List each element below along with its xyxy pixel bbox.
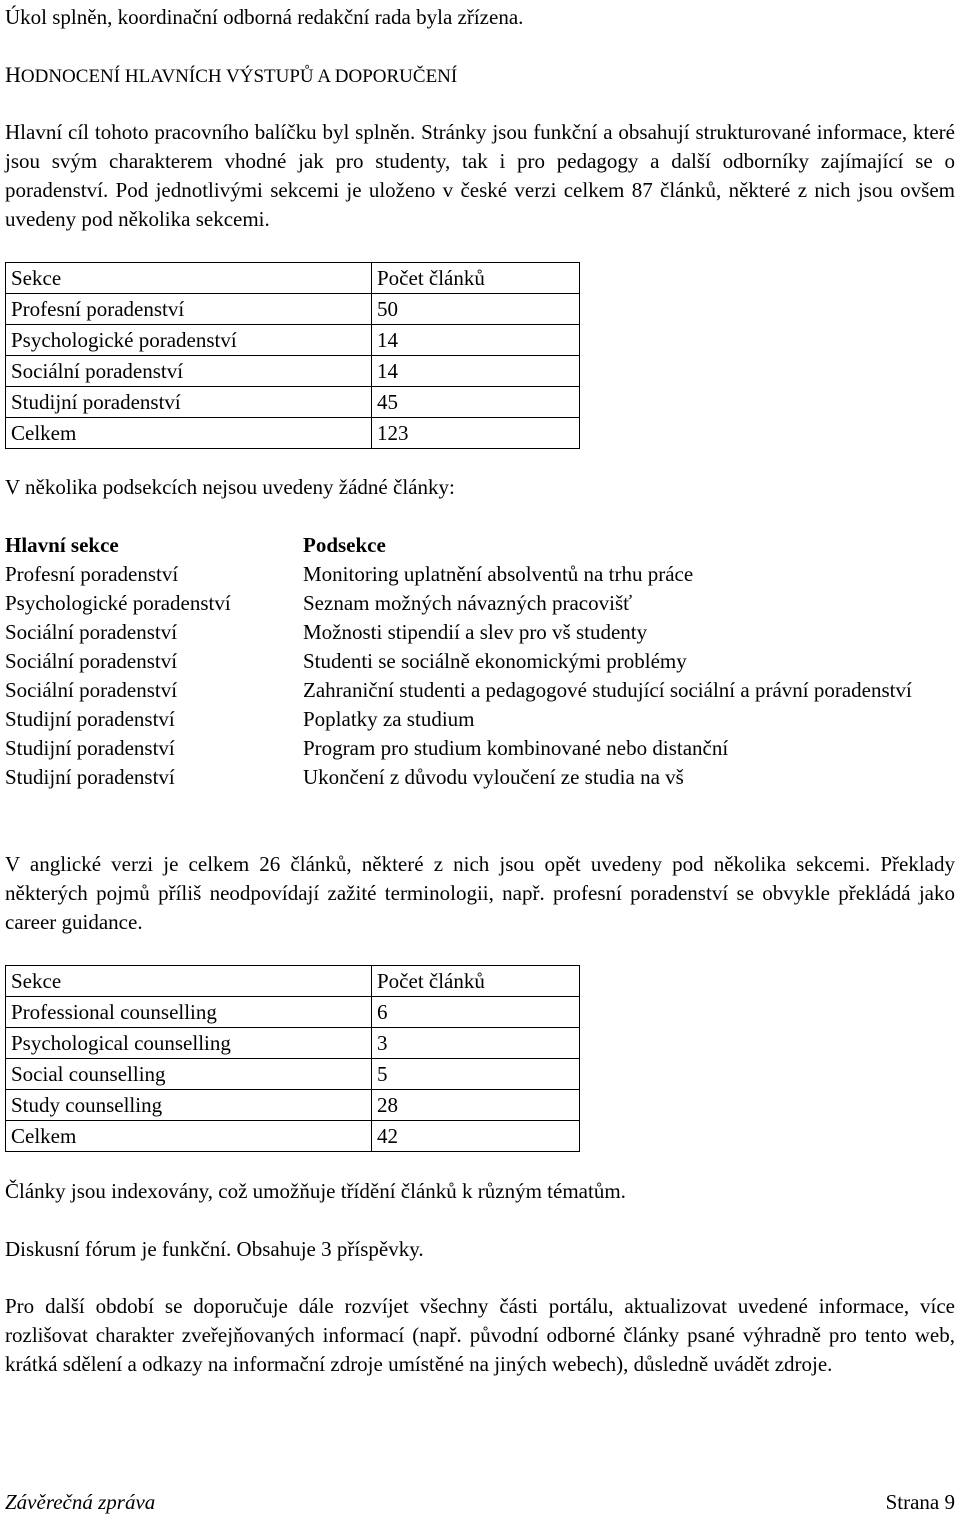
cell-section: Sociální poradenství bbox=[6, 356, 372, 387]
cell-section: Psychologické poradenství bbox=[6, 325, 372, 356]
header-count: Počet článků bbox=[372, 263, 580, 294]
table-row bbox=[6, 294, 580, 325]
subsection-main: Studijní poradenství bbox=[5, 736, 175, 760]
paragraph-english-version: V anglické verzi je celkem 26 článků, některé z nich jsou opět uvedeny pod několika sekcemi. Překlady některých pojmů příliš neodpovídají zažité terminologii, např. profesní poradenství se obvykle překládá jako career guidance. bbox=[5, 852, 955, 934]
subsection-main: Studijní poradenství bbox=[5, 707, 175, 731]
header-section: Sekce bbox=[6, 263, 372, 294]
heading-text: ODNOCENÍ HLAVNÍCH VÝSTUPŮ A DOPORUČENÍ bbox=[20, 66, 458, 87]
subsection-name: Program pro studium kombinované nebo distanční bbox=[303, 736, 729, 760]
cell-count: 14 bbox=[372, 356, 580, 387]
table-row bbox=[6, 387, 580, 418]
heading-initial: H bbox=[5, 62, 21, 87]
cell-count: 3 bbox=[372, 1028, 580, 1059]
intro-line: Úkol splněn, koordinační odborná redakční rada byla zřízena. bbox=[5, 5, 524, 29]
subsection-main: Profesní poradenství bbox=[5, 562, 179, 586]
table-articles-en bbox=[5, 965, 580, 1152]
subsection-main: Sociální poradenství bbox=[5, 620, 178, 644]
table-articles-cz bbox=[5, 262, 580, 449]
page-number: Strana 9 bbox=[885, 1490, 955, 1514]
cell-section: Professional counselling bbox=[6, 997, 372, 1028]
cell-total-value: 42 bbox=[372, 1121, 580, 1152]
paragraph-forum: Diskusní fórum je funkční. Obsahuje 3 příspěvky. bbox=[5, 1237, 424, 1261]
paragraph-recommendation: Pro další období se doporučuje dále rozvíjet všechny části portálu, aktualizovat uvedené informace, více rozlišovat charakter zveřejňovaných informací (např. původní odborné články psané výhradně pro tento web, krátká sdělení a odkazy na informační zdroje umístěné na jiných webech), důsledně uvádět zdroje. bbox=[5, 1294, 955, 1376]
subsections-header-main: Hlavní sekce bbox=[5, 533, 119, 557]
table-header-row bbox=[6, 263, 580, 294]
cell-count: 6 bbox=[372, 997, 580, 1028]
cell-section: Studijní poradenství bbox=[6, 387, 372, 418]
subsections-header-sub: Podsekce bbox=[303, 533, 386, 557]
subsection-name: Seznam možných návazných pracovišť bbox=[303, 591, 633, 615]
subsection-main: Sociální poradenství bbox=[5, 678, 178, 702]
subsection-name: Monitoring uplatnění absolventů na trhu práce bbox=[303, 562, 694, 586]
paragraph-indexing: Články jsou indexovány, což umožňuje třídění článků k různým tématům. bbox=[5, 1179, 626, 1203]
cell-total-label: Celkem bbox=[6, 418, 372, 449]
cell-count: 28 bbox=[372, 1090, 580, 1121]
subsections-table bbox=[5, 531, 955, 792]
cell-total-label: Celkem bbox=[6, 1121, 372, 1152]
cell-count: 14 bbox=[372, 325, 580, 356]
cell-section: Psychological counselling bbox=[6, 1028, 372, 1059]
table-row bbox=[6, 325, 580, 356]
table-row bbox=[6, 997, 580, 1028]
table-row bbox=[6, 1090, 580, 1121]
table-row bbox=[6, 1028, 580, 1059]
header-section: Sekce bbox=[6, 966, 372, 997]
subsection-main: Psychologické poradenství bbox=[5, 591, 231, 615]
subsection-main: Studijní poradenství bbox=[5, 765, 175, 789]
table-header-row bbox=[6, 966, 580, 997]
cell-count: 45 bbox=[372, 387, 580, 418]
cell-section: Social counselling bbox=[6, 1059, 372, 1090]
footer-title: Závěrečná zpráva bbox=[5, 1490, 156, 1514]
cell-total-value: 123 bbox=[372, 418, 580, 449]
cell-section: Study counselling bbox=[6, 1090, 372, 1121]
header-count: Počet článků bbox=[372, 966, 580, 997]
table-row bbox=[6, 1059, 580, 1090]
cell-count: 5 bbox=[372, 1059, 580, 1090]
subsection-name: Studenti se sociálně ekonomickými problémy bbox=[303, 649, 687, 673]
table-row bbox=[6, 356, 580, 387]
subsection-name: Možnosti stipendií a slev pro vš studenty bbox=[303, 620, 648, 644]
table-total-row bbox=[6, 1121, 580, 1152]
subsection-name: Poplatky za studium bbox=[303, 707, 475, 731]
cell-count: 50 bbox=[372, 294, 580, 325]
paragraph-summary: Hlavní cíl tohoto pracovního balíčku byl splněn. Stránky jsou funkční a obsahují strukturované informace, které jsou svým charakterem vhodné jak pro studenty, tak i pro pedagogy a další odborníky zajímající se o poradenství. Pod jednotlivými sekcemi je uloženo v české verzi celkem 87 článků, některé z nich jsou ovšem uvedeny pod několika sekcemi. bbox=[5, 120, 955, 231]
subsection-main: Sociální poradenství bbox=[5, 649, 178, 673]
subsection-name: Zahraniční studenti a pedagogové studující sociální a právní poradenství bbox=[303, 678, 912, 702]
cell-section: Profesní poradenství bbox=[6, 294, 372, 325]
subsections-intro: V několika podsekcích nejsou uvedeny žádné články: bbox=[5, 475, 455, 499]
page-footer bbox=[5, 1490, 955, 1515]
section-heading bbox=[5, 60, 457, 91]
subsection-name: Ukončení z důvodu vyloučení ze studia na vš bbox=[303, 765, 684, 789]
table-total-row bbox=[6, 418, 580, 449]
